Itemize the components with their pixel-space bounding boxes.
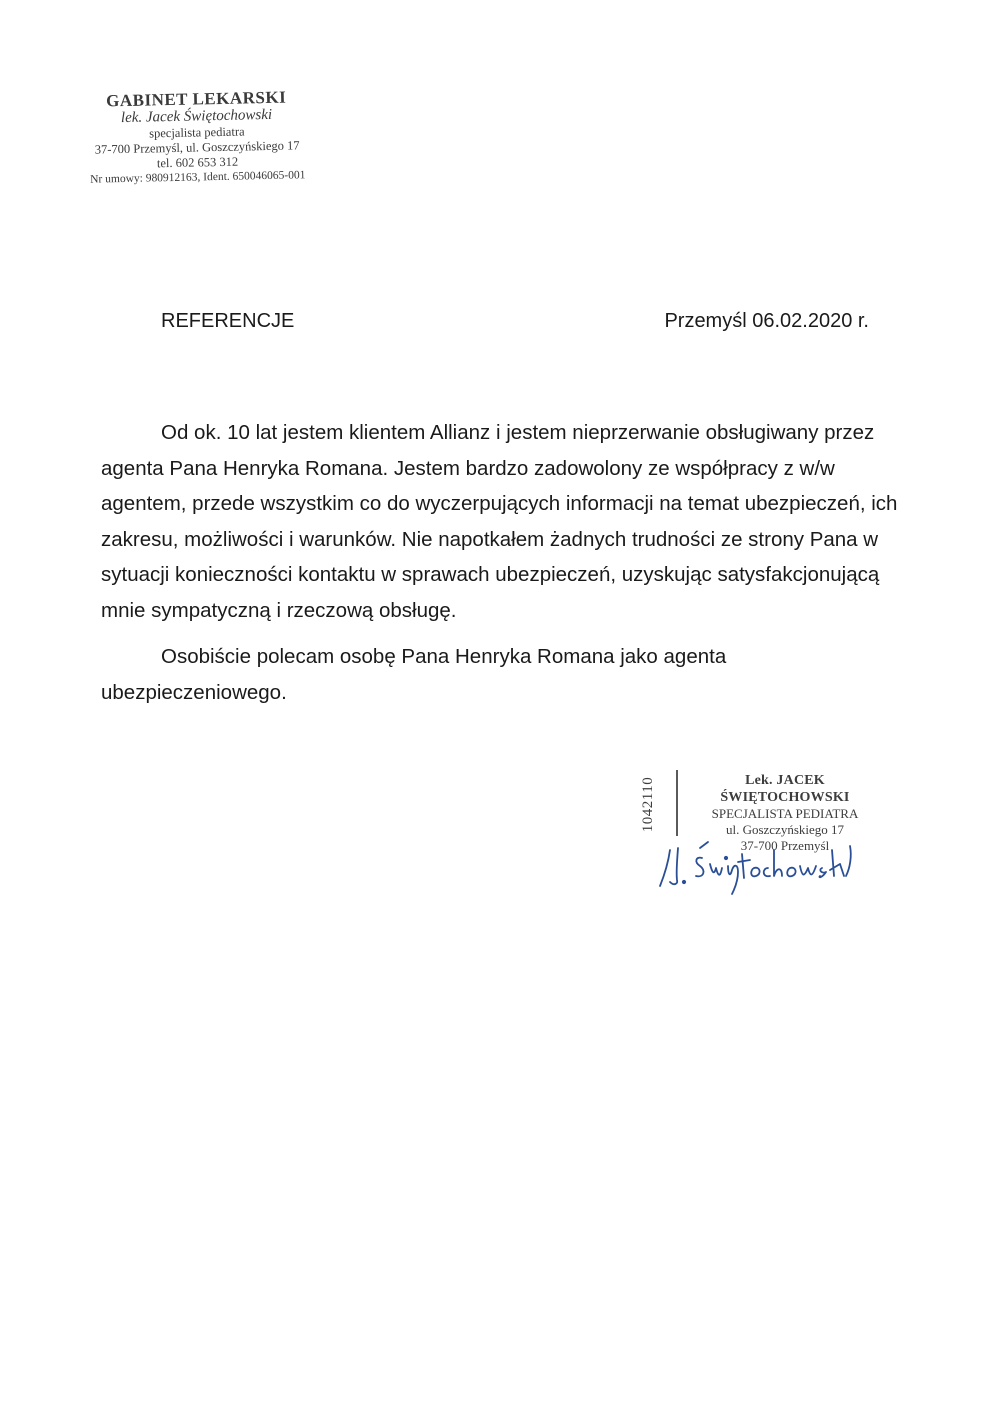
letterhead-address: 37-700 Przemyśl, ul. Goszczyńskiego 17	[94, 138, 300, 157]
letter-body	[101, 415, 909, 710]
document-title: REFERENCJE	[161, 310, 295, 332]
heading-row	[161, 310, 869, 338]
letterhead-title: GABINET LEKARSKI	[105, 87, 287, 111]
stamp-street: ul. Goszczyńskiego 17	[725, 822, 845, 837]
signature-stamp	[640, 768, 890, 898]
body-paragraph-1: Od ok. 10 lat jestem klientem Allianz i jestem nieprzerwanie obsługiwany przez agenta Pana Henryka Romana. Jestem bardzo zadowolony ze współpracy z w/w agentem, przede wszystkim co do wyczerpujących informacji na temat ubezpieczeń, ich zakresu, możliwości i warunków. Nie napotkałem żadnych trudności ze strony Pana w sytuacji konieczności kontaktu w sprawach ubezpieczeń, uzyskując satysfakcjonującą mnie sympatyczną i rzeczową obsługę.	[101, 421, 898, 622]
handwritten-signature	[650, 820, 890, 900]
letterhead-phone: tel. 602 653 312	[156, 154, 239, 171]
letterhead-specialty: specjalista pediatra	[149, 124, 245, 141]
stamp-city: 37-700 Przemyśl	[740, 838, 830, 853]
body-paragraph-2: Osobiście polecam osobę Pana Henryka Romana jako agenta ubezpieczeniowego.	[101, 645, 727, 704]
stamp-doctor-name: Lek. JACEK ŚWIĘTOCHOWSKI	[720, 773, 850, 805]
letterhead-doctor-name: lek. Jacek Świętochowski	[120, 106, 273, 127]
letterhead-stamp	[76, 87, 318, 187]
document-date: Przemyśl 06.02.2020 r.	[664, 310, 869, 332]
stamp-specialty: SPECJALISTA PEDIATRA	[711, 806, 859, 821]
letterhead-ids: Nr umowy: 980912163, Ident. 650046065-001	[90, 169, 306, 186]
stamp-number: 1042110	[640, 776, 657, 833]
